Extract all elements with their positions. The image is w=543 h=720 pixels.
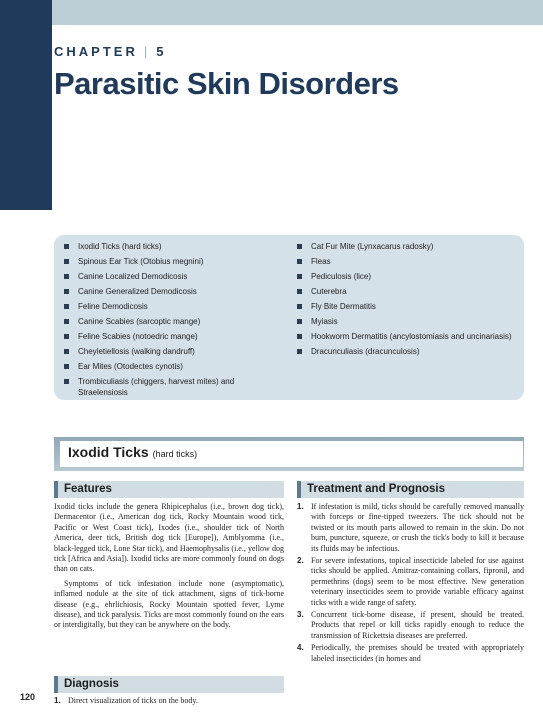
section-title-text: Ixodid Ticks: [68, 444, 149, 460]
contents-item-label: Cat Fur Mite (Lynxacarus radosky): [311, 242, 434, 251]
diagnosis-heading: [54, 676, 284, 693]
contents-item: [297, 346, 512, 357]
contents-item-label: Ear Mites (Otodectes cynotis): [78, 362, 183, 371]
contents-item: [64, 241, 264, 252]
header-band: [0, 0, 543, 25]
bullet-icon: [64, 289, 69, 294]
bullet-icon: [297, 334, 302, 339]
contents-item: [297, 241, 512, 252]
item-number: 3.: [297, 610, 304, 620]
item-number: 4.: [297, 643, 304, 653]
item-text: If infestation is mild, ticks should be carefully removed manually with forceps or fine-tipped tweezers. The tick should not be twisted or its mouth parts allowed to remain in the skin. Do not burn, puncture, squeeze, or crush the tick's body to kill it because its fluids may be infectious.: [311, 502, 524, 553]
contents-item-label: Ixodid Ticks (hard ticks): [78, 242, 162, 251]
contents-item-label: Pediculosis (lice): [311, 272, 372, 281]
bullet-icon: [64, 379, 69, 384]
contents-item-label: Canine Scabies (sarcoptic mange): [78, 317, 201, 326]
features-text: [54, 502, 284, 631]
contents-list-right: [297, 241, 512, 361]
bullet-icon: [64, 364, 69, 369]
contents-item: [64, 301, 264, 312]
contents-item: [64, 271, 264, 282]
heading-marker: [54, 481, 58, 498]
chapter-side-bar: [0, 0, 52, 210]
treatment-item: [297, 502, 524, 554]
contents-item: [64, 286, 264, 297]
bullet-icon: [64, 274, 69, 279]
contents-item-label: Myiasis: [311, 317, 338, 326]
item-number: 2.: [297, 556, 304, 566]
treatment-item: [297, 556, 524, 608]
contents-item: [64, 376, 264, 398]
contents-item-label: Fly Bite Dermatitis: [311, 302, 376, 311]
contents-item: [64, 346, 264, 357]
section-title: [68, 444, 197, 460]
contents-item: [297, 301, 512, 312]
features-heading-text: Features: [64, 483, 112, 495]
bullet-icon: [297, 304, 302, 309]
chapter-label: CHAPTER | 5: [54, 44, 167, 59]
features-paragraph-1: Ixodid ticks include the genera Rhipicephalus (i.e., brown dog tick), Dermacentor (i.e., American dog tick, Rocky Mountain wood tick, Pacific or West Coast tick), Ixodes (i.e., shoulder tick of North America, deer tick, British dog tick [Europe]), Amblyomma (i.e., black-legged tick, Lone Star tick), and Haemophysalis (i.e., yellow dog tick [Africa and Asia]). Ixodid ticks are more commonly found on dogs than on cats.: [54, 502, 284, 574]
heading-marker: [297, 481, 301, 498]
bullet-icon: [64, 349, 69, 354]
features-paragraph-2: Symptoms of tick infestation include none (asymptomatic), inflamed nodule at the site of tick attachment, signs of tick-borne disease (e.g., ehrlichiosis, Rocky Mountain spotted fever, Lyme disease), and tick paralysis. Ticks are most commonly found on the ears or interdigitally, but they can be anywhere on the body.: [54, 578, 284, 630]
item-text: Concurrent tick-borne disease, if present, should be treated. Products that repel or kill ticks rapidly enough to reduce the transmission of Rickettsia diseases are preferred.: [311, 610, 524, 640]
chapter-contents-box: [54, 235, 524, 400]
chapter-label-text: CHAPTER: [54, 44, 138, 59]
contents-item: [297, 271, 512, 282]
diagnosis-list: [54, 696, 284, 708]
contents-item: [297, 331, 512, 342]
contents-list-left: [64, 241, 264, 402]
treatment-heading: [297, 481, 524, 498]
bullet-icon: [297, 274, 302, 279]
contents-item: [64, 256, 264, 267]
item-text: For severe infestations, topical insecticide labeled for use against ticks should be applied. Amitraz-containing collars, fipronil, and permethrins (dogs) seem to be most effective. New generation veterinary insecticides seem to provide variable efficacy against ticks with a wide range of safety.: [311, 556, 524, 607]
page-number: 120: [20, 692, 36, 702]
bullet-icon: [64, 334, 69, 339]
contents-item-label: Cheyletiellosis (walking dandruff): [78, 347, 195, 356]
contents-item: [297, 256, 512, 267]
item-number: 1.: [297, 502, 304, 511]
bullet-icon: [64, 319, 69, 324]
bullet-icon: [64, 244, 69, 249]
contents-item: [64, 331, 264, 342]
contents-item-label: Dracunculiasis (dracunculosis): [311, 347, 420, 356]
treatment-heading-text: Treatment and Prognosis: [307, 483, 446, 495]
diagnosis-item: [54, 696, 284, 706]
bullet-icon: [297, 319, 302, 324]
treatment-list: [297, 502, 524, 666]
bullet-icon: [297, 259, 302, 264]
page-title: Parasitic Skin Disorders: [54, 66, 399, 101]
item-number: 1.: [54, 696, 61, 705]
diagnosis-heading-text: Diagnosis: [64, 678, 119, 690]
bullet-icon: [64, 259, 69, 264]
contents-item-label: Canine Generalized Demodicosis: [78, 287, 197, 296]
bullet-icon: [297, 244, 302, 249]
contents-item-label: Canine Localized Demodicosis: [78, 272, 188, 281]
bullet-icon: [64, 304, 69, 309]
contents-item-label: Trombiculiasis (chiggers, harvest mites) and Straelensiosis: [78, 377, 235, 397]
contents-item: [64, 361, 264, 372]
features-heading: [54, 481, 284, 498]
contents-item-label: Fleas: [311, 257, 331, 266]
chapter-number: 5: [156, 44, 167, 59]
treatment-item: [297, 610, 524, 641]
treatment-item: [297, 643, 524, 664]
item-text: Direct visualization of ticks on the body.: [68, 696, 198, 705]
item-text: Periodically, the premises should be treated with appropriately labeled insecticides (in homes and: [311, 643, 524, 663]
bullet-icon: [297, 289, 302, 294]
heading-marker: [54, 676, 58, 693]
contents-item: [297, 286, 512, 297]
contents-item: [64, 316, 264, 327]
contents-item-label: Feline Demodicosis: [78, 302, 148, 311]
contents-item-label: Hookworm Dermatitis (ancylostomiasis and uncinariasis): [311, 332, 512, 341]
contents-item-label: Cuterebra: [311, 287, 347, 296]
bullet-icon: [297, 349, 302, 354]
contents-item-label: Feline Scabies (notoedric mange): [78, 332, 198, 341]
contents-item: [297, 316, 512, 327]
contents-item-label: Spinous Ear Tick (Otobius megnini): [78, 257, 204, 266]
section-subtitle: (hard ticks): [152, 449, 198, 459]
